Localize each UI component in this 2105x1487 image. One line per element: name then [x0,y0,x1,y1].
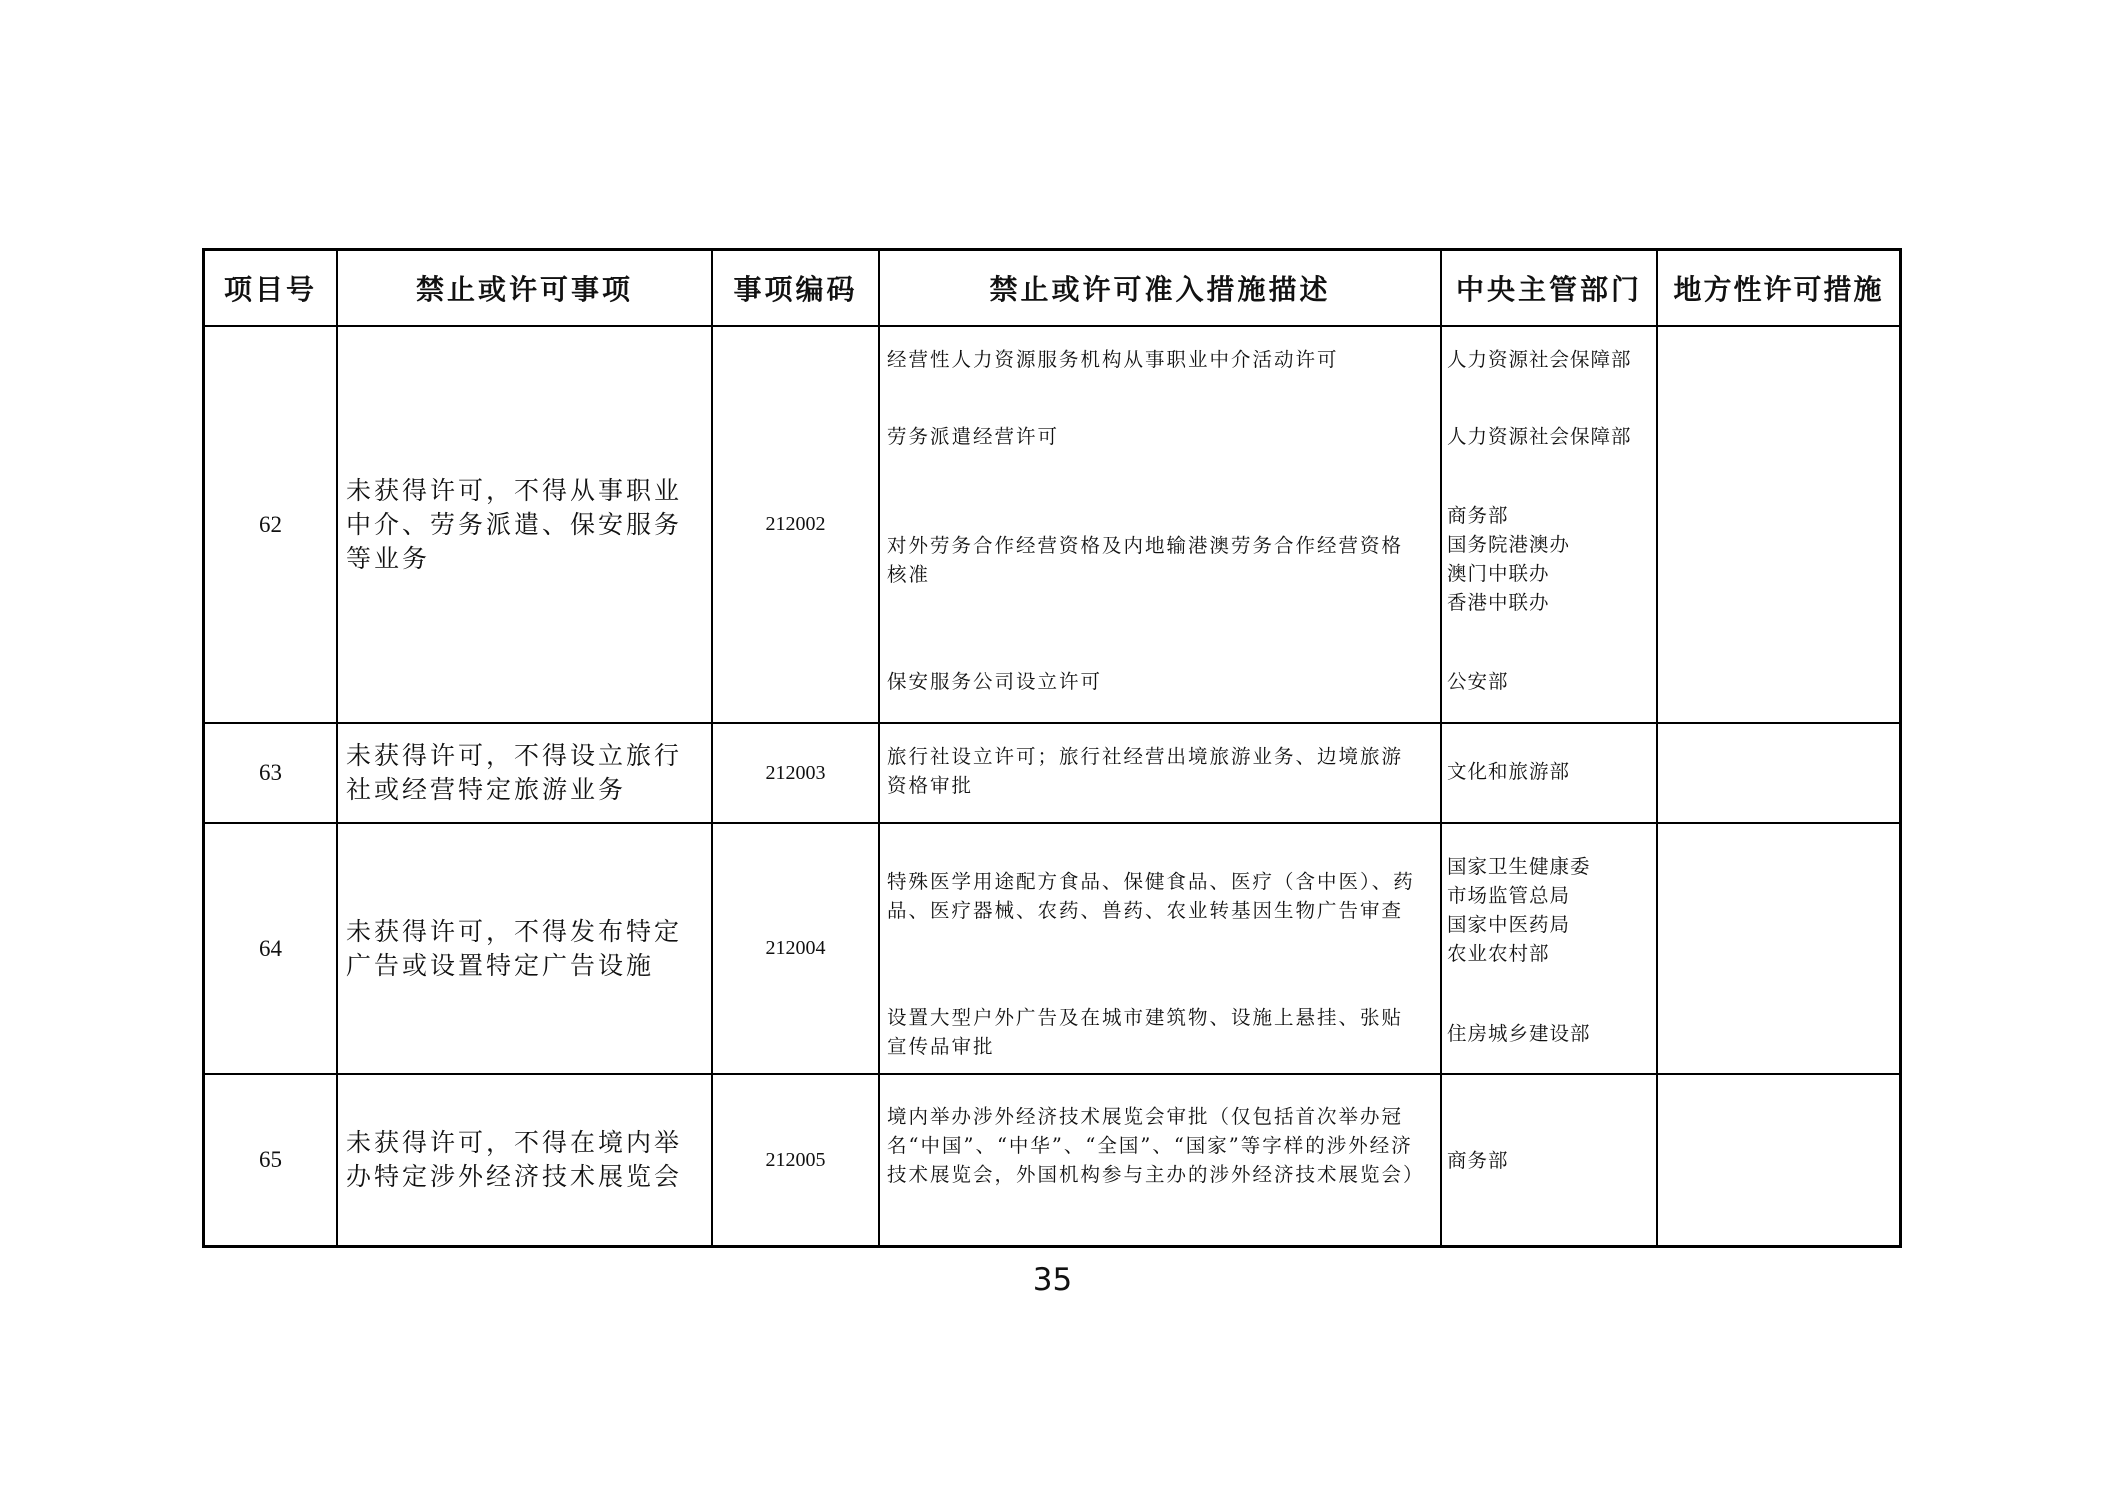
table-row-code: 212004 [765,937,826,959]
table-row-id: 65 [259,1147,282,1172]
table-row-code: 212005 [765,1148,826,1171]
central-dept: 人力资源社会保障部 [1447,425,1632,448]
regulation-table [202,248,1902,1248]
local-measures-cell [1658,1075,1899,1245]
header-code: 事项编码 [733,273,858,306]
local-measures-cell [1658,327,1899,722]
central-dept: 商务部 国务院港澳办 澳门中联办 香港中联办 [1447,504,1571,614]
table-row-item: 未获得许可，不得在境内举办特定涉外经济技术展览会 [346,1128,683,1191]
central-dept: 公安部 [1447,670,1509,693]
measure-description: 对外劳务合作经营资格及内地输港澳劳务合作经营资格核准 [887,534,1404,586]
header-description: 禁止或许可准入措施描述 [989,273,1331,306]
measure-description: 劳务派遣经营许可 [887,425,1060,448]
table-row-item: 未获得许可，不得发布特定广告或设置特定广告设施 [346,916,683,980]
table-row-id: 64 [259,935,282,961]
header-central-dept: 中央主管部门 [1455,273,1642,306]
measure-description: 特殊医学用途配方食品、保健食品、医疗（含中医）、药品、医疗器械、农药、兽药、农业转基因生物广告审查 [887,870,1415,922]
header-id: 项目号 [223,273,317,306]
local-measures-cell [1658,724,1899,822]
central-dept: 国家卫生健康委 市场监管总局 国家中医药局 农业农村部 [1447,855,1591,965]
col-divider [1440,251,1442,1245]
central-dept: 人力资源社会保障部 [1447,348,1632,371]
table-row-item: 未获得许可，不得从事职业中介、劳务派遣、保安服务等业务 [346,475,683,573]
table-row-id: 62 [259,511,282,537]
central-dept: 住房城乡建设部 [1447,1022,1591,1045]
measure-description: 设置大型户外广告及在城市建筑物、设施上悬挂、张贴宣传品审批 [887,1006,1404,1058]
table-row-item: 未获得许可，不得设立旅行社或经营特定旅游业务 [346,741,683,804]
local-measures-cell [1658,824,1899,1073]
measure-description: 经营性人力资源服务机构从事职业中介活动许可 [887,348,1339,371]
central-dept: 商务部 [1447,1149,1509,1172]
table-row-id: 63 [259,760,282,785]
measure-description: 旅行社设立许可；旅行社经营出境旅游业务、边境旅游资格审批 [887,745,1404,797]
table-row-code: 212002 [765,513,826,535]
page-number: 35 [1032,1262,1073,1298]
header-local-measures: 地方性许可措施 [1673,273,1884,306]
central-dept: 文化和旅游部 [1447,760,1571,783]
measure-description: 境内举办涉外经济技术展览会审批（仅包括首次举办冠名“中国”、“中华”、“全国”、“国家”等字样的涉外经济技术展览会，外国机构参与主办的涉外经济技术展览会） [887,1105,1425,1186]
table-row-code: 212003 [765,761,826,784]
col-divider [878,251,880,1245]
header-item: 禁止或许可事项 [415,273,633,306]
measure-description: 保安服务公司设立许可 [887,670,1103,693]
